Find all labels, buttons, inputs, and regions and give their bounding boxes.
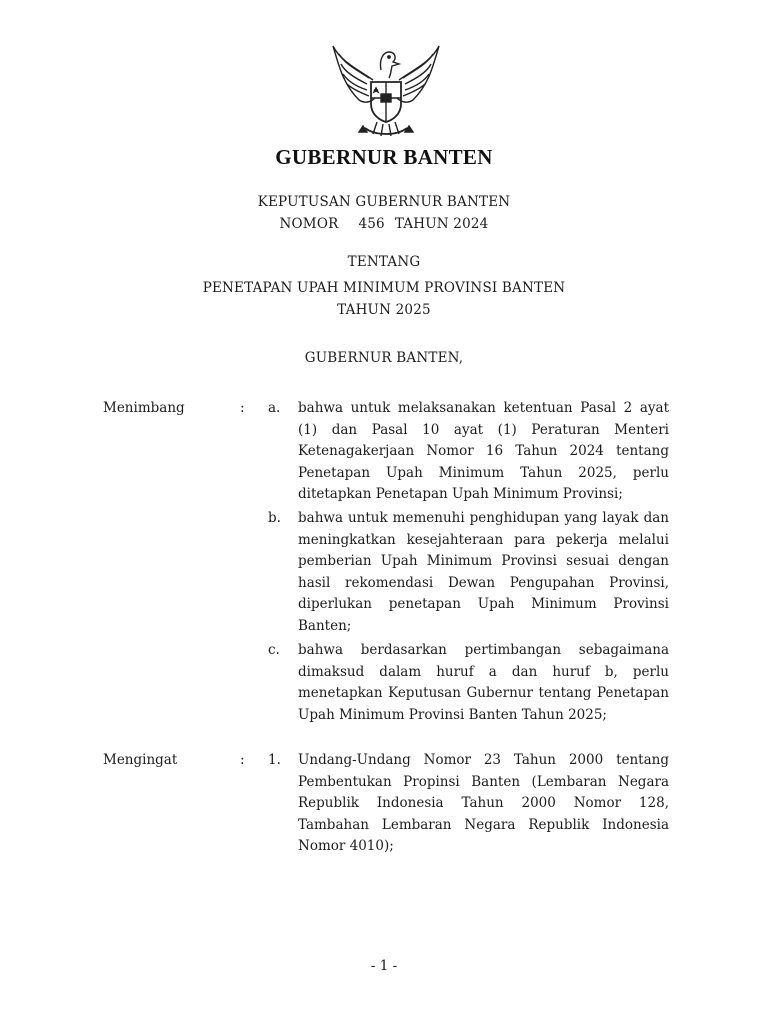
mengingat-label: Mengingat (103, 752, 178, 768)
garuda-emblem-icon (329, 40, 443, 140)
menimbang-item-c-mark: c. (268, 642, 280, 658)
issuer-line: GUBERNUR BANTEN, (304, 350, 464, 366)
menimbang-item-b-mark: b. (268, 510, 281, 526)
year-label: TAHUN 2024 (394, 216, 489, 232)
issuer-heading: GUBERNUR BANTEN (275, 145, 493, 169)
number-label: NOMOR (279, 216, 339, 232)
menimbang-label: Menimbang (103, 400, 185, 416)
menimbang-item-b-text: bahwa untuk memenuhi penghidupan yang layak dan meningkatkan kesejahteraan para pekerja melalui pemberian Upah Minimum Provinsi sesuai dengan hasil rekomendasi Dewan Pengupahan Provinsi, diperlukan penetapan Upah Minimum Provinsi Banten; (298, 510, 669, 634)
number-value: 456 (358, 216, 385, 232)
decree-title: KEPUTUSAN GUBERNUR BANTEN (257, 194, 511, 210)
menimbang-item-a-text: bahwa untuk melaksanakan ketentuan Pasal 2 ayat (1) dan Pasal 10 ayat (1) Peraturan Menteri Ketenagakerjaan Nomor 16 Tahun 2024 tentang Penetapan Upah Minimum Tahun 2025, perlu ditetapkan Penetapan Upah Minimum Provinsi; (298, 400, 669, 502)
mengingat-item-1-mark: 1. (268, 752, 281, 768)
menimbang-item-a-mark: a. (268, 400, 281, 416)
decree-number-line (0, 216, 768, 232)
menimbang-colon: : (240, 400, 245, 416)
mengingat-item-1-text: Undang-Undang Nomor 23 Tahun 2000 tentang Pembentukan Propinsi Banten (Lembaran Negara Republik Indonesia Tahun 2000 Nomor 128, Tambahan Lembaran Negara Republik Indonesia Nomor 4010); (298, 752, 669, 854)
page-number: - 1 - (370, 958, 398, 974)
menimbang-item-c-text: bahwa berdasarkan pertimbangan sebagaimana dimaksud dalam huruf a dan huruf b, perlu menetapkan Keputusan Gubernur tentang Penetapan Upah Minimum Provinsi Banten Tahun 2025; (298, 642, 669, 723)
mengingat-colon: : (240, 752, 245, 768)
subject-line-1: PENETAPAN UPAH MINIMUM PROVINSI BANTEN (202, 280, 566, 296)
subject-line-2: TAHUN 2025 (337, 302, 431, 318)
about-heading: TENTANG (347, 254, 421, 270)
